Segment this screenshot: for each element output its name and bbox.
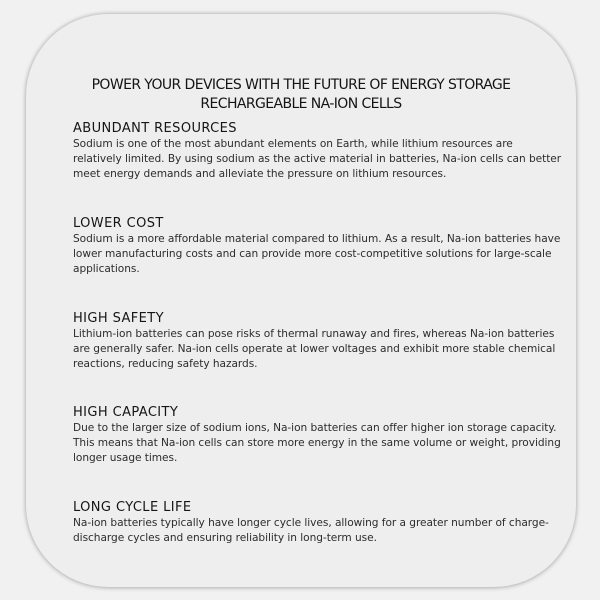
- section-heading: ABUNDANT RESOURCES: [73, 121, 237, 136]
- section-long-cycle-life: [73, 500, 563, 546]
- title-line-1: POWER YOUR DEVICES WITH THE FUTURE OF ENERGY STORAGE: [91, 77, 511, 93]
- feature-card: [26, 14, 576, 587]
- section-body: Sodium is one of the most abundant elements on Earth, while lithium resources are relatively limited. By using sodium as the active material in batteries, Na-ion cells can better meet energy demands and alleviate the pressure on lithium resources.: [73, 138, 562, 181]
- section-abundant-resources: [73, 121, 563, 183]
- section-heading: LOWER COST: [73, 216, 164, 231]
- title-line-2: RECHARGEABLE NA-ION CELLS: [200, 96, 402, 112]
- section-body: Sodium is a more affordable material compared to lithium. As a result, Na-ion batteries have lower manufacturing costs and can provide more cost-competitive solutions for large-scale applications.: [73, 233, 561, 276]
- section-body: Na-ion batteries typically have longer cycle lives, allowing for a greater number of charge-discharge cycles and ensuring reliability in long-term use.: [73, 517, 549, 545]
- section-heading: HIGH SAFETY: [73, 311, 164, 326]
- section-lower-cost: [73, 216, 563, 278]
- section-heading: HIGH CAPACITY: [73, 405, 179, 420]
- section-high-safety: [73, 311, 563, 373]
- section-heading: LONG CYCLE LIFE: [73, 500, 192, 515]
- page-title: [26, 76, 576, 114]
- section-high-capacity: [73, 405, 563, 467]
- section-body: Lithium-ion batteries can pose risks of thermal runaway and fires, whereas Na-ion batteries are generally safer. Na-ion cells operate at lower voltages and exhibit more stable chemical reactions, reducing safety hazards.: [73, 328, 556, 371]
- section-body: Due to the larger size of sodium ions, Na-ion batteries can offer higher ion storage capacity. This means that Na-ion cells can store more energy in the same volume or weight, providing longer usage times.: [73, 422, 561, 465]
